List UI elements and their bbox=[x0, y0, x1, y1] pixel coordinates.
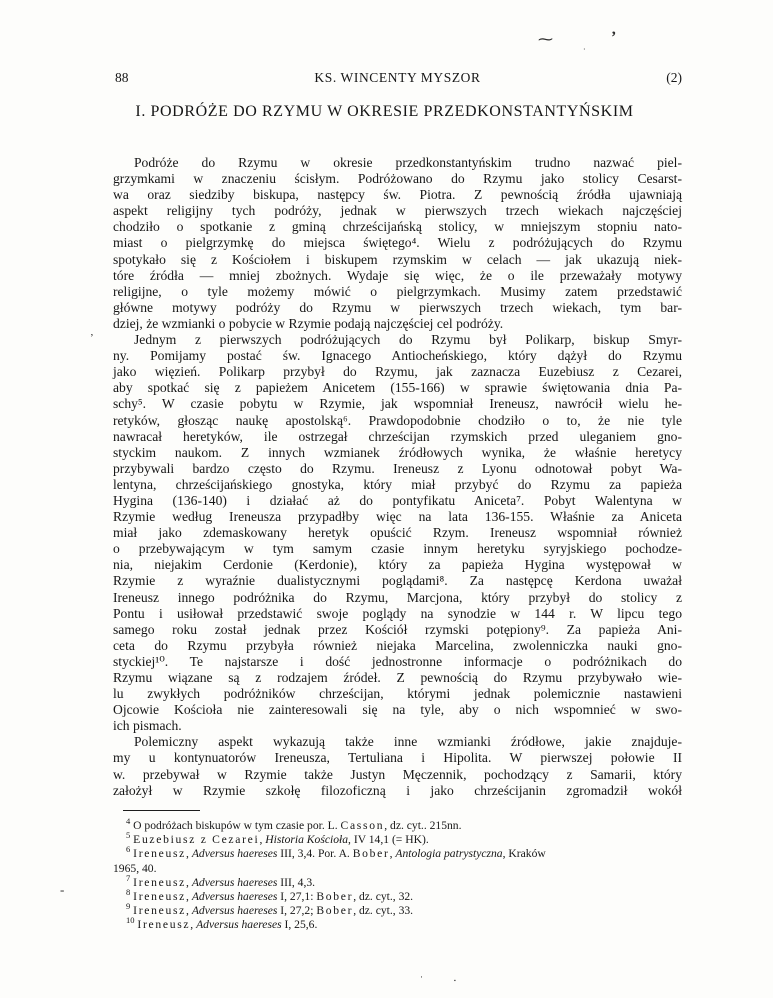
work-title: Adversus haereses bbox=[191, 847, 278, 861]
scan-artifact: ▪ bbox=[454, 979, 456, 984]
text-line: Rzymie z wyraźnie dualistycznymi poglądami⁸. Za następcę Kerdona uważał bbox=[113, 573, 682, 589]
body-text bbox=[113, 155, 682, 799]
scan-artifact: - bbox=[60, 882, 65, 897]
footnote-text: III, 3,4. Por. A. bbox=[277, 847, 353, 861]
text-line: tóre źródła — mniej zbożnych. Wydaje się więc, że o ile przeważały motywy bbox=[113, 267, 682, 283]
author-name: Bober bbox=[316, 890, 354, 904]
text-line: styckiej¹⁰. Te najstarsze i dość jednostronne informacje o podróżnikach do bbox=[113, 653, 682, 669]
author-name: Casson bbox=[340, 819, 385, 832]
footnote-6 bbox=[113, 844, 682, 861]
scan-artifact: ⁓ bbox=[538, 32, 553, 48]
footnote-10 bbox=[113, 915, 682, 932]
text-line: my u kontynuatorów Ireneusza, Tertuliana i Hipolita. W pierwszej połowie II bbox=[113, 750, 682, 766]
page-header bbox=[113, 70, 682, 88]
footnote-text: , bbox=[186, 847, 192, 861]
text-line: chodziło o spotkanie z gminą chrześcijańską stolicy, w mniejszym stopniu nato- bbox=[113, 219, 682, 235]
author-name: Ireneusz bbox=[133, 904, 187, 918]
footnote-marker: 8 bbox=[126, 887, 131, 898]
text-line: przybywali bardzo często do Rzymu. Ireneusz z Lyonu odnotował pobyt Wa- bbox=[113, 460, 682, 476]
text-line: schy⁵. W czasie pobytu w Rzymie, jak wspomniał Ireneusz, nawrócił wielu he- bbox=[113, 396, 682, 412]
footnote-text: , bbox=[186, 875, 192, 889]
work-title: Historia Kościoła bbox=[265, 833, 349, 847]
footnote-text: , bbox=[190, 918, 197, 932]
footnote-marker: 4 bbox=[126, 816, 131, 827]
scan-artifact: ’ bbox=[611, 29, 617, 46]
footnote-text: O podróżach biskupów w tym czasie por. L. bbox=[133, 819, 341, 832]
text-line: Rzymie według Ireneusza przypadłby więc na lata 136-155. Właśnie za Aniceta bbox=[113, 509, 682, 525]
footnote-separator bbox=[123, 810, 200, 811]
text-line: założył w Rzymie szkołę filozoficzną i jako chrześcijanin zgromadził wokół bbox=[113, 782, 682, 798]
footnote-text: I, 27,1: bbox=[277, 890, 317, 904]
work-title: Adversus haereses bbox=[196, 918, 282, 932]
text-line: styckim naukom. Z innych wzmianek źródłowych wynika, że właśnie heretycy bbox=[113, 444, 682, 460]
footnote-text: , IV 14,1 (= HK). bbox=[348, 833, 429, 847]
footnote-7 bbox=[113, 872, 682, 890]
footnote-text: I, 27,2; bbox=[277, 904, 317, 918]
footnote-text: , bbox=[186, 904, 192, 918]
text-line: wa oraz siedziby biskupa, następcy św. Piotra. Z pewnością źródła ujawniają bbox=[113, 187, 682, 203]
author-name: Bober bbox=[352, 847, 390, 861]
text-line: dziej, że wzmianki o pobycie w Rzymie podają najczęściej cel podróży. bbox=[113, 315, 504, 331]
text-line: lu zwykłych podróżników chrześcijan, którymi jednak polemicznie nastawieni bbox=[113, 686, 682, 702]
text-line: miast o pielgrzymkę do miejsca świętego⁴. Wielu z podróżujących do Rzymu bbox=[113, 235, 682, 251]
footnote-8 bbox=[113, 887, 682, 904]
footnote-marker: 10 bbox=[126, 915, 135, 926]
footnote-text: III, 4,3. bbox=[277, 875, 316, 889]
author-name: Euzebiusz z Cezarei bbox=[133, 833, 260, 847]
author-name: Ireneusz bbox=[133, 875, 187, 889]
footnote-9 bbox=[113, 901, 682, 918]
text-line: retyków, głosząc naukę apostolską⁶. Prawdopodobnie chodziło o to, że nie tyle bbox=[113, 412, 682, 428]
text-line: miał jako zdemaskowany heretyk opuścić Rzym. Ireneusz wspomniał również bbox=[113, 525, 682, 541]
author-name: Ireneusz bbox=[133, 847, 187, 861]
issue-number: (2) bbox=[666, 70, 682, 85]
text-line: Rzymu wiązane są z rodzajem źródeł. Z pewnością do Rzymu przybywało wie- bbox=[113, 670, 682, 685]
scan-artifact: · bbox=[420, 972, 423, 982]
running-title: KS. WINCENTY MYSZOR bbox=[314, 70, 481, 85]
text-line: spotykało się z Kościołem i biskupem rzymskim w celach — jak ukazują niek- bbox=[113, 251, 682, 267]
footnote-text: , Kraków bbox=[502, 847, 546, 861]
footnote-marker: 5 bbox=[126, 830, 131, 841]
work-title: Antologia patrystyczna bbox=[395, 847, 503, 861]
footnote-text: , dz. cyt., 33. bbox=[353, 904, 414, 918]
footnote-text: , dz. cyt.. 215nn. bbox=[384, 819, 462, 832]
text-line: nia, niejakim Cerdonie (Kerdonie), który za papieża Hygina występował w bbox=[113, 557, 682, 573]
author-name: Ireneusz bbox=[133, 890, 187, 904]
text-line: Podróże do Rzymu w okresie przedkonstantyńskim trudno nazwać piel- bbox=[134, 155, 682, 170]
text-line: w. przebywał w Rzymie także Justyn Męczennik, pochodzący z Samarii, który bbox=[113, 766, 682, 782]
page-number: 88 bbox=[115, 70, 129, 85]
text-line: religijne, o tyle możemy mówić o pielgrzymkach. Musimy zatem przedstawić bbox=[113, 283, 682, 299]
text-line: Ireneusz innego podróżnika do Rzymu, Marcjona, który przybył do stolicy z bbox=[113, 589, 682, 605]
work-title: Adversus haereses bbox=[191, 890, 278, 904]
footnote-4 bbox=[113, 816, 682, 833]
work-title: Adversus haereses bbox=[191, 875, 278, 889]
scan-artifact: ’ bbox=[90, 332, 94, 344]
text-line: Polemiczny aspekt wykazują także inne wzmianki źródłowe, jakie znajduje- bbox=[134, 734, 682, 750]
footnote-marker: 7 bbox=[126, 872, 131, 883]
text-line: lentyna, chrześcijańskiego gnostyka, który miał przybyć do Rzymu za papieża bbox=[113, 476, 682, 492]
footnote-marker: 9 bbox=[126, 901, 131, 912]
text-line: o przebywającym w tym samym czasie innym heretyku syryjskiego pochodze- bbox=[113, 541, 682, 557]
text-line: Hygina (136-140) i działać aż do pontyfikatu Aniceta⁷. Pobyt Walentyna w bbox=[113, 492, 682, 508]
text-line: samego roku został jednak przez Kościół rzymski potępiony⁹. Za papieża Ani- bbox=[113, 621, 682, 637]
work-title: Adversus haereses bbox=[191, 904, 278, 918]
author-name: Ireneusz bbox=[137, 918, 191, 932]
author-name: Bober bbox=[316, 904, 354, 918]
footnotes-list bbox=[113, 816, 682, 933]
text-line: nawracał heretyków, ile ostrzegał chrześcijan rzymskich przed uleganiem gno- bbox=[113, 428, 682, 444]
footnote-marker: 6 bbox=[126, 844, 131, 855]
text-line: Ojcowie Kościoła nie zainteresowali się na tyle, aby o nich wspomnieć w swo- bbox=[113, 702, 682, 718]
text-line: ich pismach. bbox=[113, 718, 182, 734]
text-line: Pontu i usiłował przedstawić swoje poglądy na synodzie w 144 r. W lipcu tego bbox=[113, 605, 682, 621]
text-line: ny. Pomijamy postać św. Ignacego Antiocheńskiego, który dążył do Rzymu bbox=[113, 348, 682, 364]
text-line: główne motywy podróży do Rzymu w pierwszych trzech wiekach, tym bar- bbox=[113, 299, 682, 315]
text-line: aby spotkać się z papieżem Anicetem (155-166) w sprawie świętowania dnia Pa- bbox=[113, 380, 682, 396]
footnote-text: , bbox=[186, 890, 192, 904]
footnote-text: , bbox=[389, 847, 396, 861]
text-line: grzymkami w znaczeniu ścisłym. Podróżowano do Rzymu jako stolicy Cesarst- bbox=[113, 171, 682, 187]
text-line: aspekt religijny tych podróży, jednak w pierwszych trzech wiekach najczęściej bbox=[113, 203, 682, 219]
footnote-text: 1965, 40. bbox=[113, 861, 157, 875]
text-line: jako więzień. Polikarp przybył do Rzymu, jak zaznacza Euzebiusz z Cezarei, bbox=[113, 364, 682, 380]
section-title: I. PODRÓŻE DO RZYMU W OKRESIE PRZEDKONSTANTYŃSKIM bbox=[135, 103, 634, 120]
text-line: ceta do Rzymu przybyła również niejaka Marcelina, zwolenniczka nauki gno- bbox=[113, 637, 682, 653]
footnote-text: I, 25,6. bbox=[281, 918, 318, 932]
text-line: Jednym z pierwszych podróżujących do Rzymu był Polikarp, biskup Smyr- bbox=[134, 332, 682, 348]
footnote-text: , dz. cyt., 32. bbox=[353, 890, 414, 904]
scan-artifact: · bbox=[583, 45, 586, 54]
footnote-continuation bbox=[113, 862, 682, 876]
footnote-5 bbox=[113, 830, 682, 847]
footnote-text: , bbox=[259, 833, 266, 847]
